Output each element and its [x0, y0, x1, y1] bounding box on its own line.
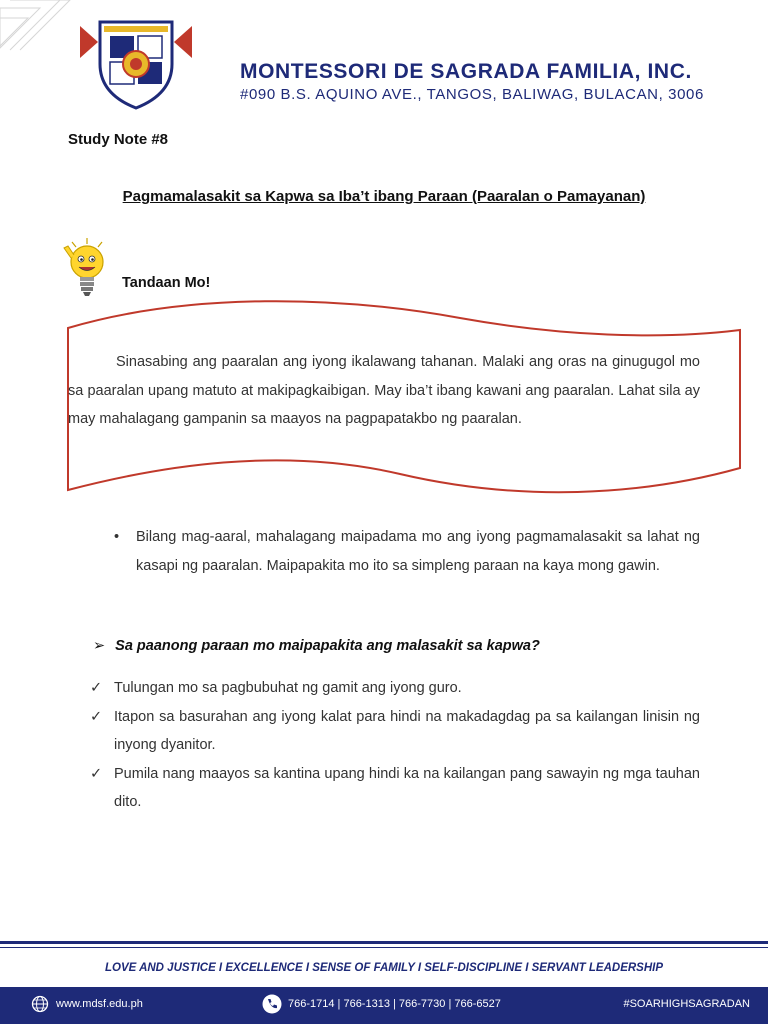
tandaan-paragraph: Sinasabing ang paaralan ang iyong ikalawang tahanan. Malaki ang oras na ginugugol mo sa paaralan upang matuto at makipagkaibigan. May iba’t ibang kawani ang paaralan. Lahat sila ay may mahalagang gampanin sa maayos na pagpapatakbo ng paaralan.	[68, 354, 700, 427]
school-name: MONTESSORI DE SAGRADA FAMILIA, INC.	[240, 60, 692, 83]
bullet-item	[114, 523, 700, 580]
document-title: Pagmamalasakit sa Kapwa sa Iba’t ibang Paraan (Paaralan o Pamayanan)	[122, 188, 646, 205]
checklist-text: Itapon sa basurahan ang iyong kalat para hindi na makadagdag pa sa kailangan linisin ng inyong dyanitor.	[114, 708, 700, 753]
list-item	[90, 703, 700, 760]
phone-icon	[262, 994, 282, 1014]
website-link[interactable]: www.mdsf.edu.ph	[56, 998, 143, 1010]
list-item	[90, 760, 700, 817]
question-text: Sa paanong paraan mo maipapakita ang malasakit sa kapwa?	[115, 638, 540, 654]
checklist	[90, 674, 700, 817]
checklist-text: Tulungan mo sa pagbubuhat ng gamit ang iyong guro.	[114, 680, 462, 696]
hashtag: #SOARHIGHSAGRADAN	[623, 998, 750, 1010]
core-values: LOVE AND JUSTICE I EXCELLENCE I SENSE OF FAMILY I SELF-DISCIPLINE I SERVANT LEADERSHIP	[104, 962, 664, 974]
checklist-text: Pumila nang maayos sa kantina upang hindi ka na kailangan pang sawayin ng mga tauhan dito.	[114, 765, 700, 810]
footer-rule-thin	[0, 947, 768, 948]
checkmark-icon: ✓	[90, 708, 103, 725]
question	[93, 638, 540, 654]
checkmark-icon: ✓	[90, 680, 103, 696]
school-crest-icon	[80, 14, 192, 110]
study-note-label: Study Note #8	[68, 131, 169, 148]
globe-icon	[31, 995, 49, 1013]
list-item	[90, 674, 700, 703]
footer-bar	[0, 987, 768, 1024]
footer-rule	[0, 941, 768, 944]
bullet-marker: •	[114, 529, 120, 545]
lightbulb-mascot-icon	[62, 236, 112, 298]
checkmark-icon: ✓	[90, 765, 103, 782]
phone-numbers: 766-1714 | 766-1313 | 766-7730 | 766-6527	[288, 998, 501, 1010]
corner-decoration	[0, 0, 80, 70]
arrow-bullet-icon: ➢	[93, 638, 106, 654]
tandaan-label: Tandaan Mo!	[122, 275, 211, 291]
school-address: #090 B.S. AQUINO AVE., TANGOS, BALIWAG, BULACAN, 3006	[240, 86, 704, 103]
bullet-text: Bilang mag-aaral, mahalagang maipadama mo ang iyong pagmamalasakit sa lahat ng kasapi ng paaralan. Maipapakita mo ito sa simpleng paraan na kaya mong gawin.	[136, 529, 700, 574]
